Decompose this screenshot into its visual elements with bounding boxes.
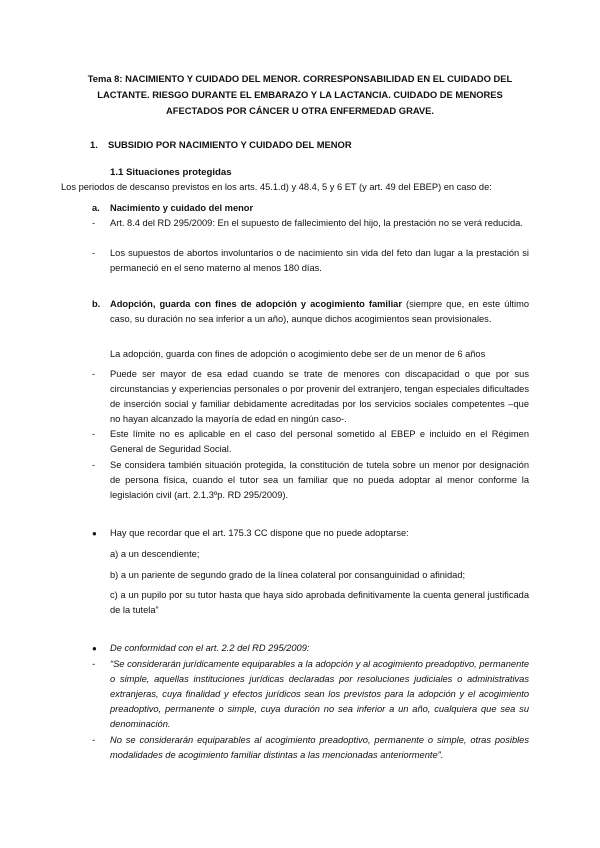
list-item bbox=[92, 657, 529, 732]
document-title: Tema 8: NACIMIENTO Y CUIDADO DEL MENOR. CORRESPONSABILIDAD EN EL CUIDADO DEL LACTANTE. RIESGO DURANTE EL EMBARAZO Y LA LACTANCIA. CUIDADO DE MENORES AFECTADOS POR CÁNCER U OTRA ENFERMEDAD GRAVE. bbox=[87, 73, 513, 116]
bullet-text: Hay que recordar que el art. 175.3 CC dispone que no puede adoptarse: bbox=[110, 528, 409, 538]
item-b-heading-rest: (siempre que, en este último caso, su duración no sea inferior a un año), aunque dichos acogimientos sean provisionales. bbox=[110, 299, 529, 324]
dash-marker: - bbox=[92, 735, 96, 745]
list-item bbox=[92, 733, 529, 763]
list-item-text: “Se considerarán jurídicamente equiparables a la adopción y al acogimiento preadoptivo, permanente o simple, aquellas instituciones jurídicas declaradas por resoluciones judiciales o administrativas extranjeras, cuya finalidad y efectos jurídicos sean los previstos para la adopción y el acogimiento preadoptivo, permanente o simple, cuya duración no sea inferior a un año, cualquiera que sea su denominación. bbox=[110, 659, 529, 729]
list-item-text: Art. 8.4 del RD 295/2009: En el supuesto de fallecimiento del hijo, la prestación no se verá reducida. bbox=[110, 218, 523, 228]
list-item bbox=[92, 246, 529, 276]
item-b-note: La adopción, guarda con fines de adopción o acogimiento debe ser de un menor de 6 años bbox=[110, 349, 486, 359]
sub-item: b) a un pariente de segundo grado de la línea colateral por consanguinidad o afinidad; bbox=[110, 570, 466, 580]
item-b-heading: Adopción, guarda con fines de adopción y acogimiento familiar bbox=[110, 299, 402, 309]
list-item bbox=[92, 458, 529, 503]
list-item-text: Los supuestos de abortos involuntarios o de nacimiento sin vida del feto dan lugar a la prestación si permaneció en el seno materno al menos 180 días. bbox=[110, 248, 529, 273]
bullet-marker: ● bbox=[92, 644, 97, 653]
section-heading-text: SUBSIDIO POR NACIMIENTO Y CUIDADO DEL MENOR bbox=[108, 139, 352, 150]
list-item-text: Puede ser mayor de esa edad cuando se trate de menores con discapacidad o que por sus circunstancias y experiencias personales o por provenir del extranjero, tengan especiales dificultades de inserción social y familiar debidamente acreditadas por los servicios sociales competentes –que no hayan alcanzado la mayoría de edad en ningún caso-. bbox=[110, 369, 529, 424]
dash-marker: - bbox=[92, 248, 96, 258]
sub-item: a) a un descendiente; bbox=[110, 549, 200, 559]
bullet-item bbox=[92, 641, 529, 656]
item-a-label: a. bbox=[92, 203, 100, 213]
dash-marker: - bbox=[92, 218, 96, 228]
bullet-text: De conformidad con el art. 2.2 del RD 295/2009: bbox=[110, 643, 310, 653]
dash-marker: - bbox=[92, 460, 96, 470]
dash-marker: - bbox=[92, 659, 96, 669]
bullet-marker: ● bbox=[92, 529, 97, 538]
list-item bbox=[92, 216, 529, 231]
list-item bbox=[92, 367, 529, 427]
dash-marker: - bbox=[92, 369, 96, 379]
list-item-text: Este límite no es aplicable en el caso del personal sometido al EBEP e incluido en el Régimen General de Seguridad Social. bbox=[110, 429, 529, 454]
section-heading bbox=[90, 137, 352, 152]
intro-paragraph: Los periodos de descanso previstos en los arts. 45.1.d) y 48.4, 5 y 6 ET (y art. 49 del EBEP) en caso de: bbox=[61, 182, 492, 192]
list-item bbox=[92, 427, 529, 457]
section-number: 1. bbox=[90, 139, 98, 150]
bullet-item bbox=[92, 526, 529, 541]
item-a-heading bbox=[92, 201, 253, 216]
item-a-heading-text: Nacimiento y cuidado del menor bbox=[110, 203, 254, 213]
subsection-heading: 1.1 Situaciones protegidas bbox=[110, 167, 232, 178]
item-b-label: b. bbox=[92, 299, 101, 309]
list-item-text: Se considera también situación protegida, la constitución de tutela sobre un menor por designación de persona física, cuando el tutor sea un familiar que no pueda adoptar al menor conforme la legislación civil (art. 2.1.3ºp. RD 295/2009). bbox=[110, 460, 529, 500]
dash-marker: - bbox=[92, 429, 96, 439]
list-item-text: No se considerarán equiparables al acogimiento preadoptivo, permanente o simple, otras posibles modalidades de acogimiento familiar distintas a las mencionadas anteriormente”. bbox=[110, 735, 529, 760]
sub-item: c) a un pupilo por su tutor hasta que haya sido aprobada definitivamente la cuenta general justificada de la tutela” bbox=[110, 590, 529, 615]
item-b-paragraph bbox=[92, 297, 529, 327]
